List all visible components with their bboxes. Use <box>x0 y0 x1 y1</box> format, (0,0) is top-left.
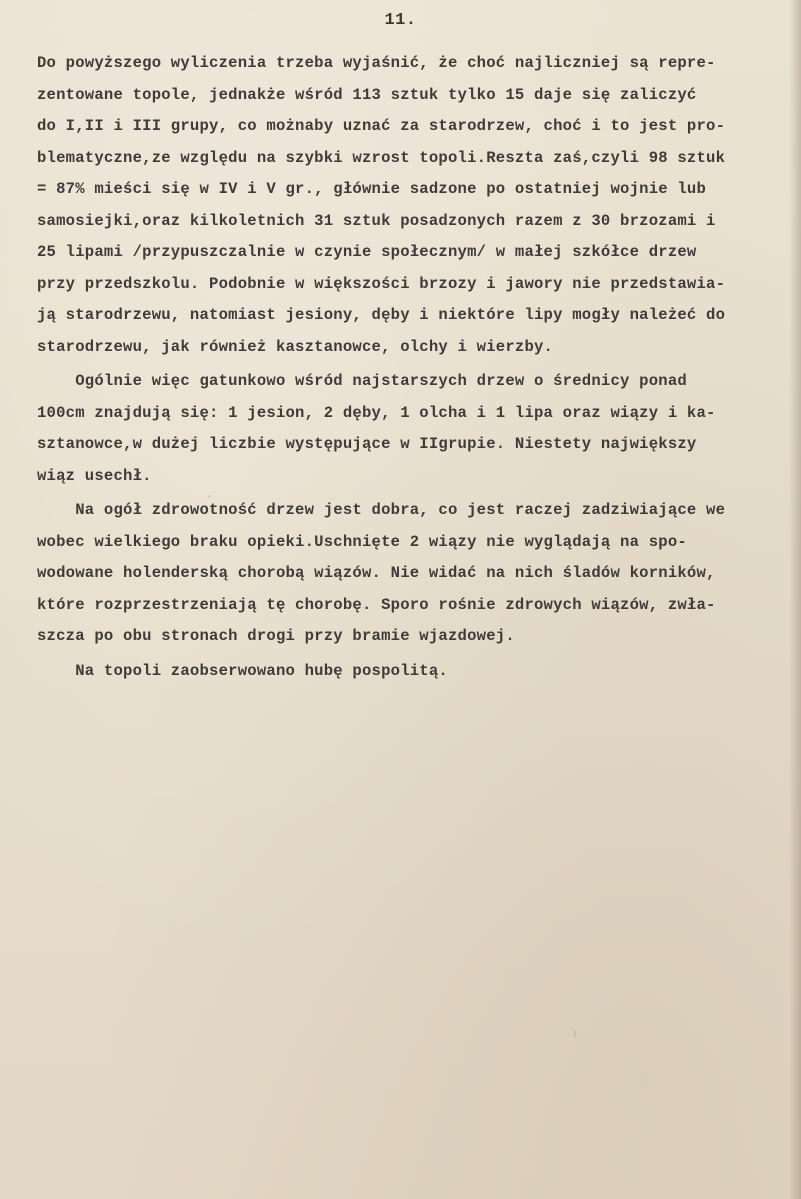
paper-speck <box>245 573 247 576</box>
text-line: 100cm znajdują się: 1 jesion, 2 dęby, 1 olcha i 1 lipa oraz wiązy i ka- <box>37 403 716 422</box>
page-number: 11. <box>384 11 417 30</box>
text-line: szcza po obu stronach drogi przy bramie wjazdowej. <box>37 627 515 645</box>
text-line: sztanowce,w dużej liczbie występujące w IIgrupie. Niestety największy <box>37 435 697 453</box>
paragraph-1 <box>37 48 797 363</box>
text-line: Ogólnie więc gatunkowo wśród najstarszych drzew o średnicy ponad <box>37 372 687 390</box>
text-line: samosiejki,oraz kilkoletnich 31 sztuk posadzonych razem z 30 brzozami i <box>37 211 716 230</box>
text-line: do I,II i III grupy, co możnaby uznać za starodrzew, choć i to jest pro- <box>37 117 726 135</box>
text-line: wodowane holenderską chorobą wiązów. Nie widać na nich śladów korników, <box>37 564 716 582</box>
paper-speck <box>208 495 211 498</box>
text-line: starodrzewu, jak również kasztanowce, olchy i wierzby. <box>37 337 554 356</box>
text-line: ją starodrzewu, natomiast jesiony, dęby i niektóre lipy mogły należeć do <box>37 306 726 324</box>
text-line: przy przedszkolu. Podobnie w większości brzozy i jawory nie przedstawia- <box>37 274 726 293</box>
paragraph-2 <box>37 366 797 492</box>
body-text <box>37 48 797 687</box>
paper-speck <box>574 1030 576 1038</box>
text-line: Do powyższego wyliczenia trzeba wyjaśnić, że choć najliczniej są repre- <box>37 54 716 72</box>
text-line: = 87% mieści się w IV i V gr., głównie sadzone po ostatniej wojnie lub <box>37 180 707 198</box>
text-line: Na ogół zdrowotność drzew jest dobra, co jest raczej zadziwiające we <box>37 501 726 519</box>
text-line: które rozprzestrzeniają tę chorobę. Sporo rośnie zdrowych wiązów, zwła- <box>37 595 716 614</box>
text-line: blematyczne,ze względu na szybki wzrost topoli.Reszta zaś,czyli 98 sztuk <box>37 148 726 167</box>
paragraph-4 <box>37 656 797 688</box>
paragraph-3 <box>37 495 797 653</box>
text-line: zentowane topole, jednakże wśród 113 sztuk tylko 15 daje się zaliczyć <box>37 85 697 104</box>
text-line: Na topoli zaobserwowano hubę pospolitą. <box>37 661 448 680</box>
text-line: 25 lipami /przypuszczalnie w czynie społecznym/ w małej szkółce drzew <box>37 243 697 261</box>
text-line: wobec wielkiego braku opieki.Uschnięte 2 wiązy nie wyglądają na spo- <box>37 532 687 551</box>
text-line: wiąz usechł. <box>37 466 152 485</box>
